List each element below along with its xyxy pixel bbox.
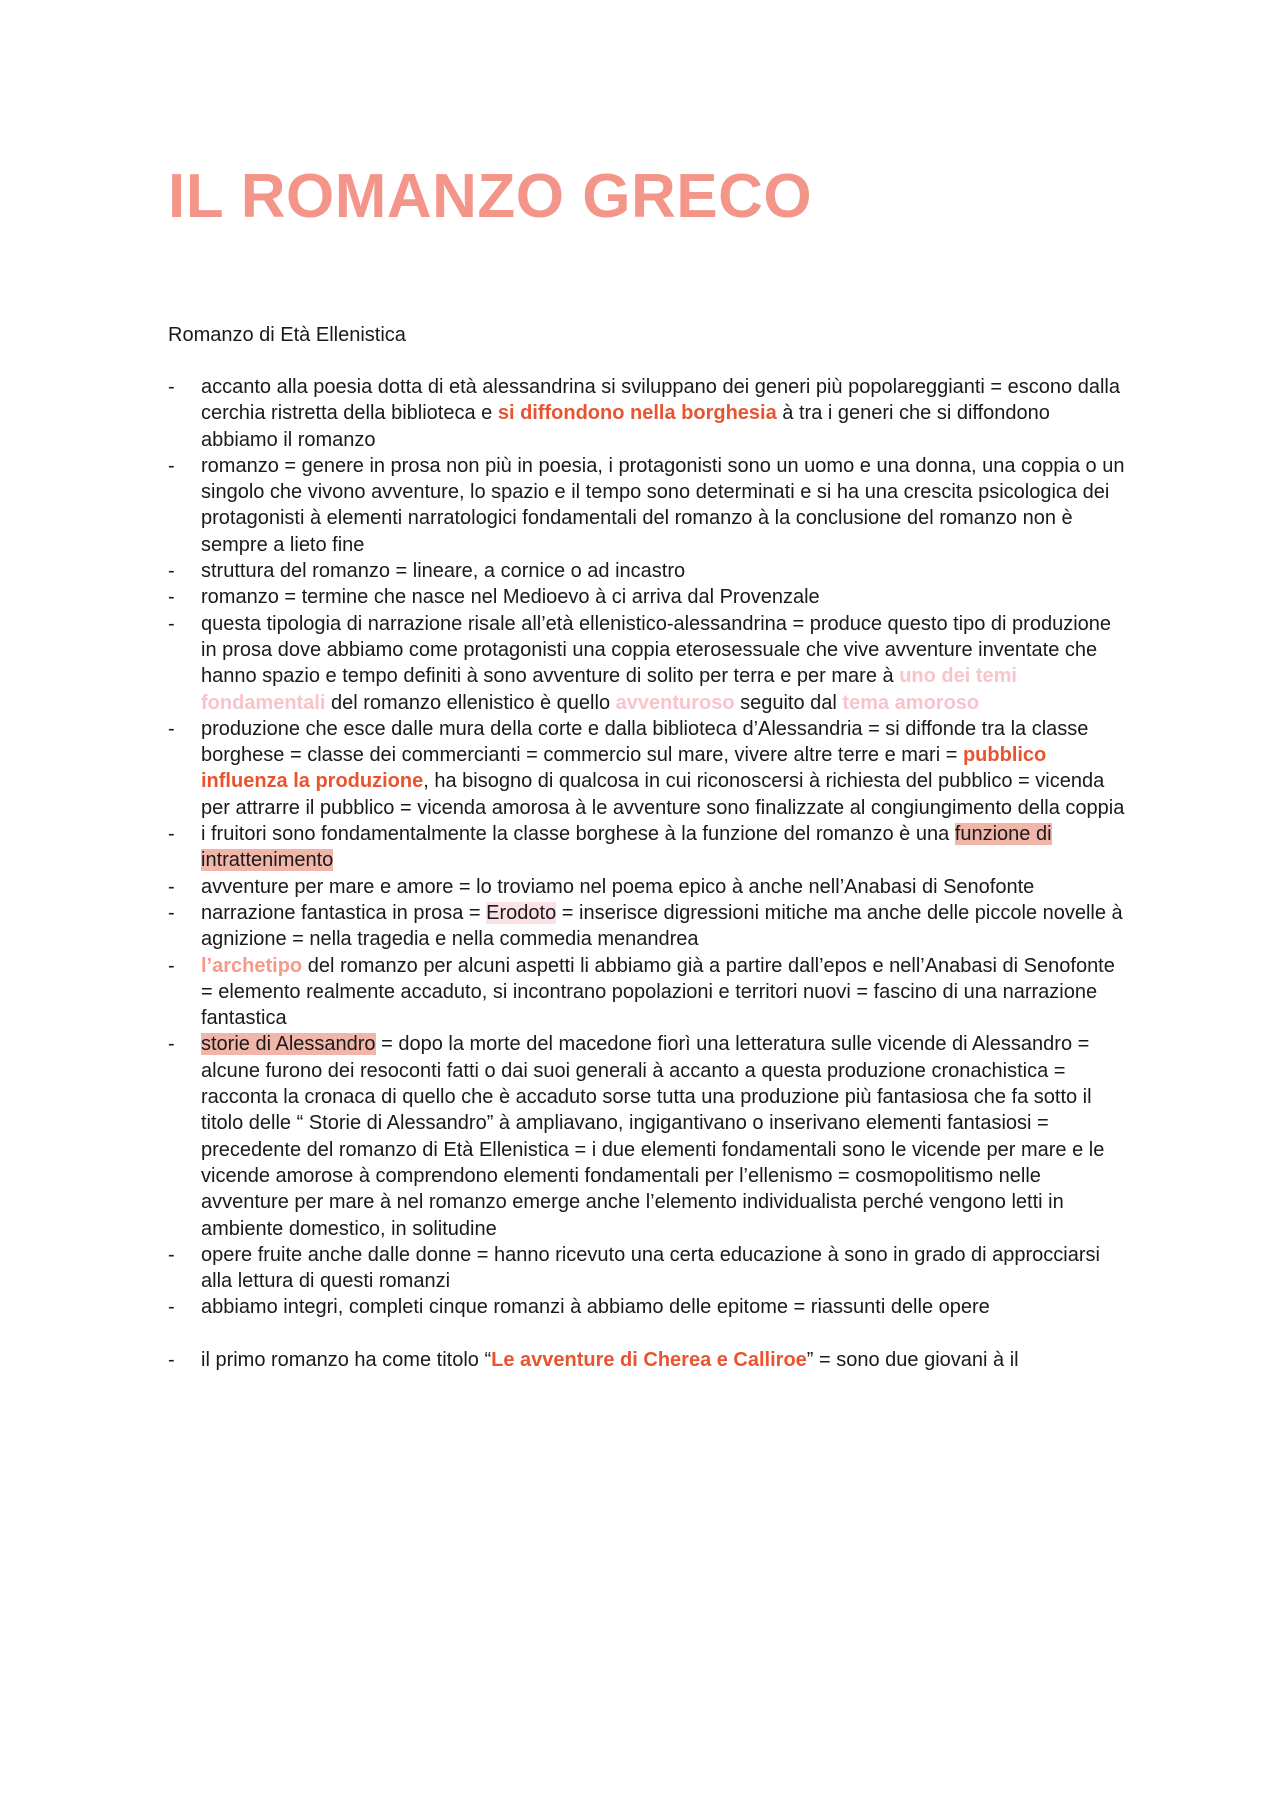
- emphasis-text: si diffondono nella borghesia: [497, 402, 777, 425]
- bullet-dash: -: [168, 901, 175, 924]
- highlighted-text: storie di Alessandro: [201, 1033, 376, 1056]
- list-item: - il primo romanzo ha come titolo “Le avventure di Cherea e Calliroe” = sono due giovani à il: [168, 1347, 1128, 1373]
- bullet-dash: -: [168, 454, 175, 477]
- bullet-dash: -: [168, 823, 175, 846]
- emphasis-text: pubblico influenza la produzione: [201, 744, 1047, 793]
- bullet-dash: -: [168, 1348, 175, 1371]
- bullet-dash: -: [168, 1033, 175, 1056]
- bullet-dash: -: [168, 954, 175, 977]
- list-item: - abbiamo integri, completi cinque romanzi à abbiamo delle epitome = riassunti delle opere: [168, 1294, 1128, 1320]
- list-item: - opere fruite anche dalle donne = hanno ricevuto una certa educazione à sono in grado di approcciarsi alla lettura di questi romanzi: [168, 1243, 1100, 1293]
- list-item: - narrazione fantastica in prosa = Erodoto = inserisce digressioni mitiche ma anche delle piccole novelle à agnizione = nella tragedia e nella commedia menandrea: [168, 901, 1123, 951]
- list-item: - accanto alla poesia dotta di età alessandrina si sviluppano dei generi più popolareggianti = escono dalla cerchia ristretta della biblioteca e si diffondono nella borghesia à tra i generi che si diffondono abbiamo il romanzo: [168, 376, 1120, 451]
- highlighted-text: Erodoto: [486, 901, 557, 924]
- list-item: - romanzo = termine che nasce nel Medioevo à ci arriva dal Provenzale: [168, 584, 1128, 610]
- emphasis-text: Le avventure di Cherea e Calliroe: [491, 1348, 807, 1371]
- highlighted-text: funzione di intrattenimento: [201, 823, 1052, 872]
- emphasis-text: avventuroso: [615, 691, 735, 714]
- bullet-dash: -: [168, 586, 175, 609]
- list-item: - avventure per mare e amore = lo troviamo nel poema epico à anche nell’Anabasi di Senofonte: [168, 874, 1128, 900]
- list-item: - produzione che esce dalle mura della corte e dalla biblioteca d’Alessandria = si diffonde tra la classe borghese = classe dei commercianti = commercio sul mare, vivere altre terre e mari = pubblico influenza la produzione, ha bisogno di qualcosa in cui riconoscersi à richiesta del pubblico = vicenda per attrarre il pubblico = vicenda amorosa à le avventure sono finalizzate al congiungimento della coppia: [168, 717, 1125, 819]
- list-item: - storie di Alessandro = dopo la morte del macedone fiorì una letteratura sulle vicende di Alessandro = alcune furono dei resoconti fatti o dai suoi generali à accanto a questa produzione cronachistica = racconta la cronaca di quello che è accaduto sorse tutta una produzione più fantasiosa che fa sotto il titolo delle “ Storie di Alessandro” à ampliavano, ingigantivano o inserivano elementi fantasiosi = precedente del romanzo di Età Ellenistica = i due elementi fondamentali sono le vicende per mare e le vicende amorose à comprendono elementi fondamentali per l’ellenismo = cosmopolitismo nelle avventure per mare à nel romanzo emerge anche l’elemento individualista perché vengono letti in ambiente domestico, in solitudine: [168, 1033, 1105, 1240]
- list-item: - struttura del romanzo = lineare, a cornice o ad incastro: [168, 558, 1128, 584]
- list-item: - questa tipologia di narrazione risale all’età ellenistico-alessandrina = produce questo tipo di produzione in prosa dove abbiamo come protagonisti una coppia eterosessuale che vive avventure inventate che hanno spazio e tempo definiti à sono avventure di solito per terra e per mare à uno dei temi fondamentali del romanzo ellenistico è quello avventuroso seguito dal tema amoroso: [168, 612, 1112, 714]
- bullet-dash: -: [168, 717, 175, 740]
- list-item: - romanzo = genere in prosa non più in poesia, i protagonisti sono un uomo e una donna, una coppia o un singolo che vivono avventure, lo spazio e il tempo sono determinati e si ha una crescita psicologica dei protagonisti à elementi narratologici fondamentali del romanzo à la conclusione del romanzo non è sempre a lieto fine: [168, 454, 1125, 556]
- list-item: - l’archetipo del romanzo per alcuni aspetti li abbiamo già a partire dall’epos e nell’Anabasi di Senofonte = elemento realmente accaduto, si incontrano popolazioni e territori nuovi = fascino di una narrazione fantastica: [168, 954, 1115, 1030]
- emphasis-text: tema amoroso: [842, 691, 980, 714]
- list-item: - i fruitori sono fondamentalmente la classe borghese à la funzione del romanzo è una funzione di intrattenimento: [168, 823, 1052, 872]
- section-subtitle: Romanzo di Età Ellenistica: [168, 324, 406, 346]
- bullet-dash: -: [168, 875, 175, 898]
- bullet-dash: -: [168, 376, 175, 398]
- bullet-dash: -: [168, 560, 175, 583]
- notes-list: [168, 374, 1128, 1373]
- emphasis-text: uno dei temi fondamentali: [201, 665, 1017, 714]
- emphasis-text: l’archetipo: [201, 954, 303, 977]
- bullet-dash: -: [168, 1296, 175, 1319]
- bullet-dash: -: [168, 612, 175, 635]
- page-title: IL ROMANZO GRECO: [168, 162, 813, 231]
- bullet-dash: -: [168, 1243, 175, 1266]
